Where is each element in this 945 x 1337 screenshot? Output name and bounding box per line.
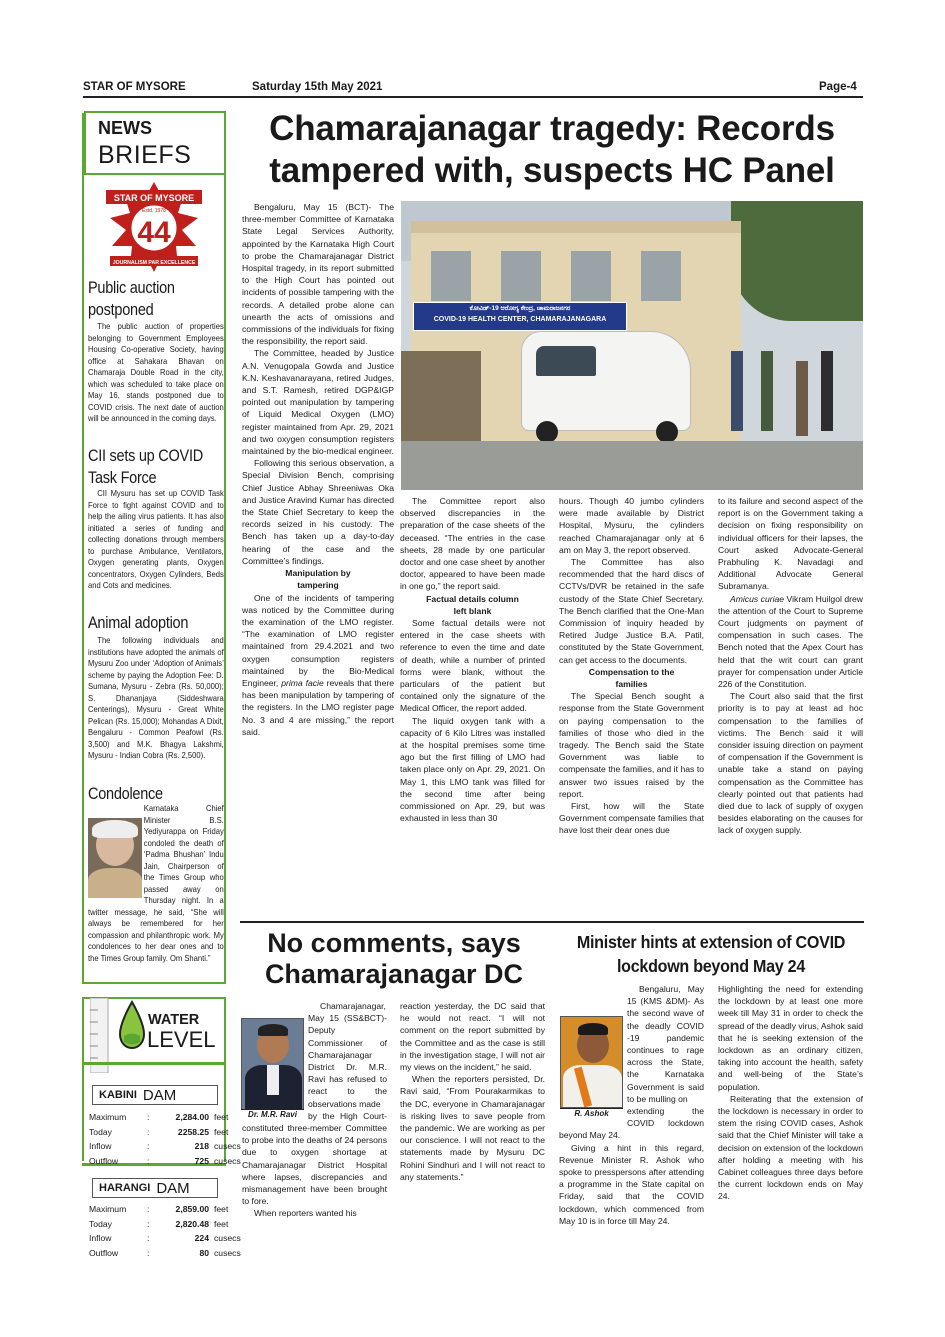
dc-headline: No comments, says Chamarajanagar DC [264, 928, 524, 989]
water-divider [82, 1062, 226, 1065]
dam-row: Inflow : 218 cusecs [89, 1141, 241, 1151]
condolence-body: Karnataka Chief Minister B.S. Yediyurappa on Friday condoled the death of ‘Padma Bhushan’ Indu Jain, Chairperson of the Times Group who passed away on Thursday night. In a twitter message, he said, “She will always be remembered for her compassion and philanthropic work. My condolences to her dear ones and to the Times Group family. Om Shanti.” [88, 804, 224, 963]
dam-row: Maximum : 2,284.00 feet [89, 1112, 229, 1122]
dam-row: Outflow : 725 cusecs [89, 1155, 241, 1166]
section-rule [240, 921, 864, 923]
brief-1-head-1: Public auction [88, 279, 175, 297]
issue-date: Saturday 15th May 2021 [252, 81, 383, 93]
header-rule [83, 96, 863, 98]
brief-1-body: The public auction of properties belonging to Government Employees Housing Co-operative Society, having office at Sahakara Bhavan on Chamaraja Double Road in the city, which was scheduled to take place on May 16, stands postponed due to COVID crisis. The next date of auction will be announced in the coming days. [88, 322, 224, 423]
water-title-1: WATER [148, 1012, 200, 1028]
hospital-photo [401, 201, 863, 490]
kabini-table [89, 1110, 241, 1168]
brief-2-head-2: Task Force [88, 469, 157, 487]
brief-2-body: CII Mysuru has set up COVID Task Force to fight against COVID and to help the ailing virus patients. It has also initiated a series of funding and collecting donations through members to purchase Ambulance, Ventilators, Oxygen generating plants, Oxygen concentrators, Oxygen Cylinders, Beds and Cots and medicines. [88, 489, 224, 590]
dam-row: Today : 2258.25 feet [89, 1126, 229, 1137]
main-col-2: The Committee report also observed discrepancies in the preparation of the case sheets of the deceased. “The entries in the case sheets, 28 made by one particular doctor and one case sheet by another doctor, appeared to have been made in one go,” the report said. Factual details column left blank Some factual details were not entered in the case sheets with reference to even the time and date of death, while a number of printed forms were blank, without the particulars of the patient but contained only the signature of the Medical Officer, the report added. The liquid oxygen tank with a capacity of 6 Kilo Litres was installed at the hospital premises some time ago but the first filling of LMO had taken place only on Apr. 29, 2021. On May 1, this LMO tank was filled for the second time after being commissioned on Apr. 29, but was exhausted in less than 30 [400, 496, 545, 824]
main-col-3: hours. Though 40 jumbo cylinders were made available by District Hospital, Mysuru, the cylinders reached Chamarajanagar only at 6 am on May 3, the report observed. The Committee has also recommended that the hard discs of CCTVs/DVR be retained in the safe custody of the State Chief Secretary. The Bench clarified that the One-Man Commission of inquiry headed by Retired Judge Justice B.A. Patil, constituted by the State Government, can get access to the documents. Compensation to the families The Special Bench sought a response from the State Government on paying compensation to the families of those who died in the tragedy. The Bench said the State Government was liable to compensate the families, and it has to answer two issues raised by the report. First, how will the State Government compensate families that have lost their dear ones due [559, 496, 704, 836]
brief-2-head-1: CII sets up COVID [88, 447, 203, 465]
briefs-label: BRIEFS [98, 141, 192, 169]
page-number: Page-4 [819, 81, 857, 93]
minister-col-1: Bengaluru, May 15 (KMS &DM)- As the second wave of the deadly COVID -19 pandemic continues to rage across the State, the Karnataka Government is said to be mulling on extending the COVID lockdown beyond May 24. Giving a hint in this regard, Revenue Minister R. Ashok who spoke to presspersons after attending a programme in the State capital on Friday, said that the COVID lockdown, which commenced from May 10 is in force till May 24. [559, 984, 704, 1226]
main-headline: Chamarajanagar tragedy: Records tampered with, suspects HC Panel [269, 109, 835, 190]
minister-col-2: Highlighting the need for extending the lockdown by at least one more week till May 31 in order to check the spread of the deadly virus, Ashok said that he is seeking extension of the lockdown as an ordinary citizen, taking into account the health, safety and well-being of the State’s population. Reiterating that the extension of the lockdown is necessary in order to stem the rising COVID cases, Ashok said that the Chief Minister will take a decision on extension of the lockdown after holding a meeting with his Cabinet colleagues three days before the current lockdown ends on May 24. [718, 984, 863, 1202]
brief-1-head-2: postponed [88, 301, 154, 319]
logo-top-text: STAR OF MYSORE [113, 193, 195, 203]
main-col-1: Bengaluru, May 15 (BCT)- The three-member Committee of Karnataka State Legal Services Authority, appointed by the Karnataka High Court to probe the Chamarajanagar District Hospital tragedy, in its report submitted to the High Court has pointed out incidents of possible tampering with the records. A detailed probe alone can unearth the acts of omissions and commissions of the individuals for fixing the responsibility, the report said. The Committee, headed by Justice A.N. Venugopala Gowda and Justice K.N. Keshavanarayana, retired Judges, and S.T. Ramesh, retired DGP&IGP pointed out manipulation by tampering of Liquid Medical Oxygen (LMO) register maintained from Apr. 29, 2021 and two oxygen consumption registers maintained by the bio-medical engineer. Following this serious observation, a Special Division Bench, comprising Chief Justice Abhay Shreeniwas Oka and Justice Aravind Kumar has directed the State Chief Secretary to keep the records seized in his custody. The Bench has taken up a day-to-day hearing of the case and the Committee’s findings. Manipulation by tampering One of the incidents of tampering was noticed by the Committee during the examination of the LMO register. “The examination of LMO register maintained from 29.4.2021 and two oxygen consumption registers maintained by the Bio-Medical Engineer, prima facie reveals that there has been manipulation by tampering of the registers. In the LMO register page No. 3 and 4 are missing,” the report said. [242, 202, 395, 737]
kabini-dam-label: KABINI DAM [92, 1085, 218, 1105]
briefs-left-border [82, 113, 84, 983]
star-of-mysore-logo [92, 180, 216, 275]
briefs-bottom-border [82, 982, 226, 984]
briefs-right-border [224, 175, 226, 983]
dam-row: Outflow : 80 cusecs [89, 1247, 241, 1258]
water-title-2: LEVEL [147, 1027, 216, 1052]
paper-name: STAR OF MYSORE [83, 81, 186, 93]
harangi-table [89, 1202, 241, 1260]
dam-row: Today : 2,820.48 feet [89, 1218, 229, 1229]
dc-caption: Dr. M.R. Ravi [241, 1109, 304, 1119]
hospital-sign: ಕೋವಿಡ್-19 ಆರೋಗ್ಯ ಕೇಂದ್ರ, ಚಾಮರಾಜನಗರ COVID-19 HEALTH CENTER, CHAMARAJANAGARA [413, 302, 627, 331]
harangi-dam-label: HARANGI DAM [92, 1178, 218, 1198]
brief-3-body: The following individuals and institutions have adopted the animals of Mysuru Zoo under ‘Adoption of Animals’ scheme by paying the Adoption Fee: D. Sumana, Mysuru - Zebra (Rs. 50,000); S. Dhananjaya (Siddeshwara Centerings), Mysuru - Great White Pelican (Rs. 15,000); Mohandas A Dixit, Bengaluru - Common Peafowl (Rs. 3,500) and M.K. Bhagya Lakshmi, Mysuru - Indian Cobra (Rs. 2,500). [88, 636, 224, 760]
main-col-4: to its failure and second aspect of the report is on the Government taking a decision on fixing responsibility on individual officers for their lapses, the Court asked Advocate-General Prabhuling K. Navadagi and Additional Advocate General Subramanya. Amicus curiae Vikram Huilgol drew the attention of the Court to Supreme Court judgments on payment of compensation in such cases. The Bench noted that the Apex Court has held that the writ court can grant prayer for compensation under Article 226 of the Constitution. The Court also said that the first priority is to pay at least ad hoc compensation to the families of victims. The Bench said it will consider issuing direction on payment of compensation if the Government is unable take a stand on paying compensation as the Committee has clearly pointed out that patients had died due to lack of supply of oxygen besides elaborating on the causes for lack of oxygen supply. [718, 496, 863, 836]
dam-row: Inflow : 224 cusecs [89, 1233, 241, 1243]
logo-bottom-text: JOURNALISM PAR EXCELLENCE [112, 260, 196, 266]
dam-row: Maximum : 2,859.00 feet [89, 1204, 229, 1214]
dc-col-2: reaction yesterday, the DC said that he would not react. “I will not comment on the report submitted by the Committee and as the case is still in the investigation stage, I will not air my views on the incident,” he said. When the reporters persisted, Dr. Ravi said, “From Pourakarmikas to the DC, everyone in Chamarajanagar is risking lives to save people from the pandemic. We are working as per our conscience. I will not react to the statements made by Mysuru DC Rohini Sindhuri and I will not react to any statements.” [400, 1001, 545, 1182]
news-label: NEWS [98, 118, 152, 138]
dc-col-1: Chamarajanagar, May 15 (SS&BCT)- Deputy Commissioner of Chamarajanagar District Dr. M.R. Ravi has refused to react to the observations made by the High Court-constituted three-member Committee to probe into the deaths of 24 persons due to oxygen shortage at Chamarajanagar District Hospital where lapses, discrepancies and mismanagement have been brought to fore. When reporters wanted his [242, 1001, 387, 1219]
logo-estd-text: Estd. 1978 [142, 208, 166, 214]
logo-number: 44 [137, 216, 171, 249]
condolence-head: Condolence [88, 785, 163, 803]
brief-3-head: Animal adoption [88, 614, 189, 632]
minister-headline: Minister hints at extension of COVID lockdown beyond May 24 [576, 932, 846, 976]
news-briefs-title-box [84, 111, 226, 175]
ashok-caption: R. Ashok [560, 1108, 623, 1118]
